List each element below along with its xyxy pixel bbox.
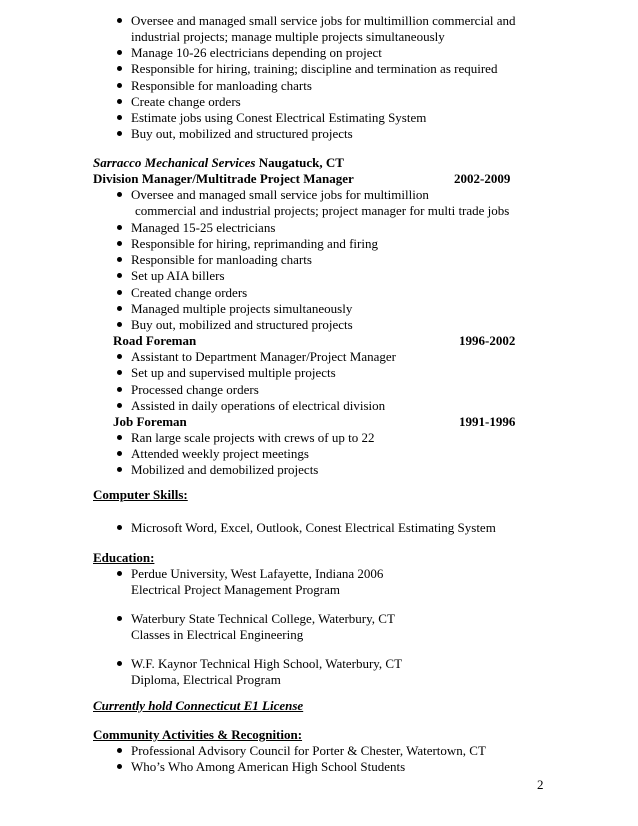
bullet (117, 661, 122, 666)
list-item-continuation: Electrical Project Management Program (131, 582, 341, 597)
list-item-continuation: industrial projects; manage multiple projects simultaneously (131, 29, 445, 44)
bullet (117, 387, 122, 392)
list-item: Buy out, mobilized and structured projects (131, 317, 353, 332)
bullet (117, 748, 122, 753)
list-item: Attended weekly project meetings (131, 446, 309, 461)
bullet (117, 99, 122, 104)
bullet (117, 467, 122, 472)
bullet (117, 115, 122, 120)
bullet (117, 18, 122, 23)
job-title: Job Foreman (113, 414, 187, 429)
list-item: Managed 15-25 electricians (131, 220, 276, 235)
bullet (117, 764, 122, 769)
list-item: Created change orders (131, 285, 248, 300)
list-item: W.F. Kaynor Technical High School, Waterbury, CT (131, 656, 403, 671)
bullet (117, 273, 122, 278)
job-dates: 1991-1996 (459, 414, 516, 429)
bullet (117, 616, 122, 621)
bullet (117, 241, 122, 246)
bullet (117, 370, 122, 375)
list-item: Oversee and managed small service jobs for multimillion commercial and (131, 13, 516, 28)
list-item-continuation: Classes in Electrical Engineering (131, 627, 304, 642)
list-item-continuation: commercial and industrial projects; project manager for multi trade jobs (135, 203, 510, 218)
section-heading: Community Activities & Recognition: (93, 727, 303, 742)
list-item: Processed change orders (131, 382, 259, 397)
list-item: Managed multiple projects simultaneously (131, 301, 353, 316)
bullet (117, 354, 122, 359)
section-heading: Computer Skills: (93, 487, 188, 502)
list-item: Responsible for hiring, reprimanding and firing (131, 236, 378, 251)
list-item: Buy out, mobilized and structured projects (131, 126, 353, 141)
company-location: Naugatuck, CT (255, 155, 344, 170)
bullet (117, 83, 122, 88)
list-item: Manage 10-26 electricians depending on project (131, 45, 382, 60)
section-heading: Education: (93, 550, 155, 565)
bullet (117, 435, 122, 440)
company-name: Sarracco Mechanical Services (93, 155, 256, 170)
bullet (117, 131, 122, 136)
bullet (117, 192, 122, 197)
bullet (117, 525, 122, 530)
license-line: Currently hold Connecticut E1 License (93, 698, 304, 713)
company-line (93, 155, 344, 171)
bullet (117, 50, 122, 55)
list-item: Ran large scale projects with crews of up to 22 (131, 430, 375, 445)
list-item: Responsible for manloading charts (131, 252, 312, 267)
list-item: Create change orders (131, 94, 241, 109)
list-item: Oversee and managed small service jobs for multimillion (131, 187, 429, 202)
bullet (117, 451, 122, 456)
list-item: Set up and supervised multiple projects (131, 365, 336, 380)
list-item: Microsoft Word, Excel, Outlook, Conest Electrical Estimating System (131, 520, 496, 535)
bullet (117, 290, 122, 295)
list-item: Perdue University, West Lafayette, Indiana 2006 (131, 566, 384, 581)
list-item: Waterbury State Technical College, Waterbury, CT (131, 611, 395, 626)
page-number: 2 (537, 777, 544, 792)
job-dates: 1996-2002 (459, 333, 516, 348)
list-item: Responsible for hiring, training; discipline and termination as required (131, 61, 498, 76)
bullet (117, 322, 122, 327)
list-item: Professional Advisory Council for Porter & Chester, Watertown, CT (131, 743, 486, 758)
list-item: Assistant to Department Manager/Project Manager (131, 349, 396, 364)
bullet (117, 306, 122, 311)
list-item: Assisted in daily operations of electrical division (131, 398, 386, 413)
bullet (117, 66, 122, 71)
list-item: Responsible for manloading charts (131, 78, 312, 93)
bullet (117, 571, 122, 576)
list-item: Mobilized and demobilized projects (131, 462, 319, 477)
job-dates: 2002-2009 (454, 171, 511, 186)
bullet (117, 403, 122, 408)
list-item: Estimate jobs using Conest Electrical Estimating System (131, 110, 427, 125)
bullet (117, 257, 122, 262)
bullet (117, 225, 122, 230)
job-title: Division Manager/Multitrade Project Manager (93, 171, 354, 186)
job-title: Road Foreman (113, 333, 197, 348)
list-item: Set up AIA billers (131, 268, 225, 283)
list-item-continuation: Diploma, Electrical Program (131, 672, 281, 687)
list-item: Who’s Who Among American High School Students (131, 759, 406, 774)
